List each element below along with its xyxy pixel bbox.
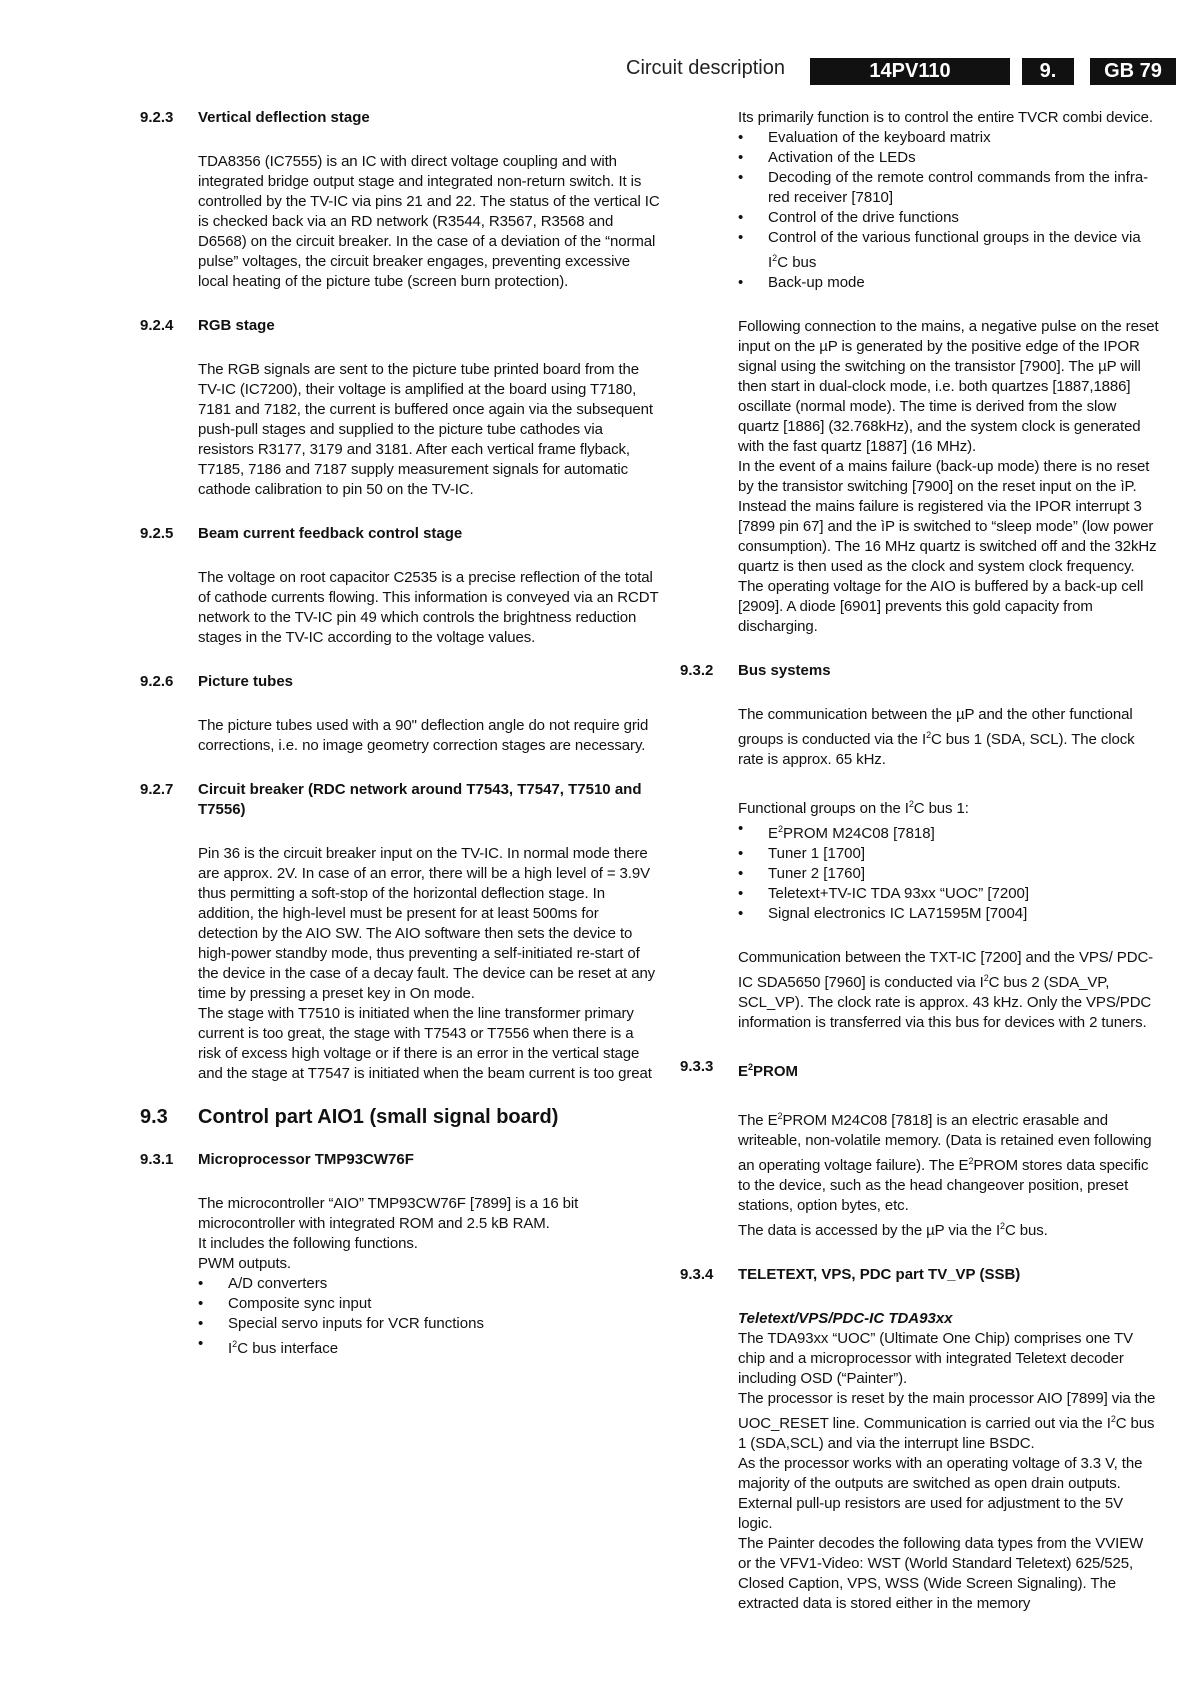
section-heading (140, 1150, 660, 1170)
paragraph: As the processor works with an operating voltage of 3.3 V, the majority of the outputs are switched as open drain outputs. External pull-up resistors are used for adjustment to the 5V logic. (738, 1455, 1143, 1532)
section-heading (140, 672, 660, 692)
list-item: • Teletext+TV-IC TDA 93xx “UOC” [7200] (738, 884, 1160, 904)
section-heading (140, 524, 660, 544)
list-item: • Back-up mode (738, 273, 1160, 293)
paragraph: The picture tubes used with a 90" deflection angle do not require grid corrections, i.e. no image geometry correction stages are necessary. (198, 717, 649, 754)
bullet-list (738, 819, 1160, 924)
right-column (680, 108, 1160, 1614)
section-number: 9.2.7 (140, 781, 174, 798)
chapter-number: 9.3 (140, 1106, 168, 1128)
list-item: • Composite sync input (198, 1294, 660, 1314)
list-item: • Tuner 2 [1760] (738, 864, 1160, 884)
section-number: 9.2.4 (140, 317, 174, 334)
paragraph: The communication between the µP and the other functional groups is conducted via the $I^2C$ bus 1 (SDA, SCL). The clock rate is approx. 65 kHz. (738, 706, 1135, 768)
bullet-list (198, 1274, 660, 1359)
paragraph: The $E^2PROM$ M24C08 [7818] is an electric erasable and writeable, non-volatile memory. (Data is retained even following an operating voltage failure). The $E^2PROM$ stores data specific to the device, such as the head changeover position, preset stations, option bytes, etc. (738, 1111, 1152, 1214)
section-number: 9.3.2 (680, 662, 714, 679)
bullet-list (738, 128, 1160, 293)
section-title: Picture tubes (198, 673, 294, 690)
list-item: • Evaluation of the keyboard matrix (738, 128, 1160, 148)
list-item: • Activation of the LEDs (738, 148, 1160, 168)
section-heading (680, 661, 1160, 681)
header-title: Circuit description (626, 57, 785, 79)
list-item: • Tuner 1 [1700] (738, 844, 1160, 864)
section-number: 9.3.4 (680, 1266, 714, 1283)
left-column (140, 108, 660, 1359)
list-item: • Signal electronics IC LA71595M [7004] (738, 904, 1160, 924)
list-item: • Decoding of the remote control commands from the infra-red receiver [7810] (738, 168, 1160, 208)
list-item: • $E^2PROM$ M24C08 [7818] (738, 819, 1160, 844)
list-item: • Control of the various functional groups in the device via $I^2C$ bus (738, 228, 1160, 273)
section-number: 9.2.3 (140, 109, 174, 126)
paragraph: The stage with T7510 is initiated when the line transformer primary current is too great, the stage with T7543 or T7556 when there is a risk of excess high voltage or if there is an error in the vertical stage and the stage at T7547 is initiated when the beam current is too great (198, 1005, 652, 1082)
paragraph: The RGB signals are sent to the picture tube printed board from the TV-IC (IC7200), their voltage is amplified at the board using T7180, 7181 and 7182, the current is buffered once again via the subsequent push-pull stages and supplied to the picture tube cathodes via resistors R3177, 3179 and 3181. After each vertical frame flyback, T7185, 7186 and 7187 supply measurement signals for automatic cathode calibration to pin 50 on the TV-IC. (198, 361, 653, 498)
paragraph: The TDA93xx “UOC” (Ultimate One Chip) comprises one TV chip and a microprocessor with integrated Teletext decoder including OSD (“Painter”). (738, 1330, 1134, 1387)
section-title: Microprocessor TMP93CW76F (198, 1151, 414, 1168)
section-number: 9.2.6 (140, 673, 174, 690)
paragraph: Following connection to the mains, a negative pulse on the reset input on the µP is generated by the positive edge of the IPOR signal using the switching on the transistor [7900]. The µP will then start in dual-clock mode, i.e. both quartzes [1887,1886] oscillate (normal mode). The time is derived from the slow quartz [1886] (32.768kHz), and the system clock is generated with the fast quartz [1887] (16 MHz). (738, 318, 1159, 455)
paragraph: The Painter decodes the following data types from the VVIEW or the VFV1-Video: WST (World Standard Teletext) 625/525, Closed Caption, VPS, WSS (Wide Screen Signaling). The extracted data is stored either in the memory (738, 1535, 1144, 1612)
section-heading (680, 1057, 1160, 1082)
section-title: $E^2PROM$ (738, 1062, 799, 1080)
paragraph: The voltage on root capacitor C2535 is a precise reflection of the total of cathode currents flowing. This information is conveyed via an RCDT network to the TV-IC pin 49 which controls the brightness reduction stages in the TV-IC according to the voltage values. (198, 569, 659, 646)
subsection-title: Teletext/VPS/PDC-IC TDA93xx (738, 1310, 953, 1327)
section-title: Beam current feedback control stage (198, 525, 463, 542)
paragraph: In the event of a mains failure (back-up mode) there is no reset by the transistor switching [7900] on the reset input on the ìP. Instead the mains failure is registered via the IPOR interrupt 3 [7899 pin 67] and the ìP is switched to “sleep mode” (low power consumption). The 16 MHz quartz is switched off and the 32kHz quartz is then used as the clock and system clock frequency. The operating voltage for the AIO is buffered by a back-up cell [2909]. A diode [6901] prevents this gold capacity from discharging. (738, 458, 1157, 635)
paragraph: The microcontroller “AIO” TMP93CW76F [7899] is a 16 bit microcontroller with integrated ROM and 2.5 kB RAM. (198, 1195, 579, 1232)
chapter-title: Control part AIO1 (small signal board) (198, 1106, 559, 1128)
section-heading (140, 780, 660, 820)
section-heading (680, 1265, 1160, 1285)
paragraph: The data is accessed by the µP via the $I^2C$ bus. (738, 1221, 1048, 1239)
section-heading (140, 316, 660, 336)
paragraph: It includes the following functions. (198, 1235, 418, 1252)
paragraph: Its primarily function is to control the entire TVCR combi device. (738, 109, 1153, 126)
paragraph: Functional groups on the $I^2C$ bus 1: (738, 799, 969, 817)
section-title: Circuit breaker (RDC network around T7543, T7547, T7510 and T7556) (198, 781, 642, 818)
section-number: 9.2.5 (140, 525, 174, 542)
section-heading (140, 108, 660, 128)
section-number: 9.3.1 (140, 1151, 174, 1168)
list-item: • A/D converters (198, 1274, 660, 1294)
header-page-box: GB 79 (1090, 58, 1176, 85)
paragraph: PWM outputs. (198, 1255, 291, 1272)
list-item: • $I^2C$ bus interface (198, 1334, 660, 1359)
section-title: Bus systems (738, 662, 831, 679)
paragraph: Communication between the TXT-IC [7200] and the VPS/ PDC-IC SDA5650 [7960] is conducted via $I^2C$ bus 2 (SDA_VP, SCL_VP). The clock rate is approx. 43 kHz. Only the VPS/PDC information is transferred via this bus for devices with 2 tuners. (738, 949, 1154, 1031)
header-model-box: 14PV110 (810, 58, 1010, 85)
section-number: 9.3.3 (680, 1058, 714, 1075)
chapter-heading (140, 1104, 660, 1130)
section-title: RGB stage (198, 317, 275, 334)
list-item: • Control of the drive functions (738, 208, 1160, 228)
header-chapter-box: 9. (1022, 58, 1074, 85)
paragraph: TDA8356 (IC7555) is an IC with direct voltage coupling and with integrated bridge output stage and integrated non-return switch. It is controlled by the TV-IC via pins 21 and 22. The status of the vertical IC is checked back via an RD network (R3544, R3567, R3568 and D6568) on the circuit breaker. In the case of a deviation of the “normal pulse” voltages, the circuit breaker engages, preventing excessive local heating of the picture tube (screen burn protection). (198, 153, 660, 290)
paragraph: The processor is reset by the main processor AIO [7899] via the UOC_RESET line. Communication is carried out via the $I^2C$ bus 1 (SDA,SCL) and via the interrupt line BSDC. (738, 1390, 1156, 1452)
paragraph: Pin 36 is the circuit breaker input on the TV-IC. In normal mode there are approx. 2V. In case of an error, there will be a high level of = 3.9V thus permitting a soft-stop of the horizontal deflection stage. In addition, the high-level must be present for at least 500ms for detection by the AIO SW. The AIO software then sets the device to high-power standby mode, thus preventing a self-initiated re-start of the device in the case of a decay fault. The device can be reset at any time by pressing a preset key in On mode. (198, 845, 656, 1002)
list-item: • Special servo inputs for VCR functions (198, 1314, 660, 1334)
section-title: Vertical deflection stage (198, 109, 370, 126)
section-title: TELETEXT, VPS, PDC part TV_VP (SSB) (738, 1266, 1021, 1283)
